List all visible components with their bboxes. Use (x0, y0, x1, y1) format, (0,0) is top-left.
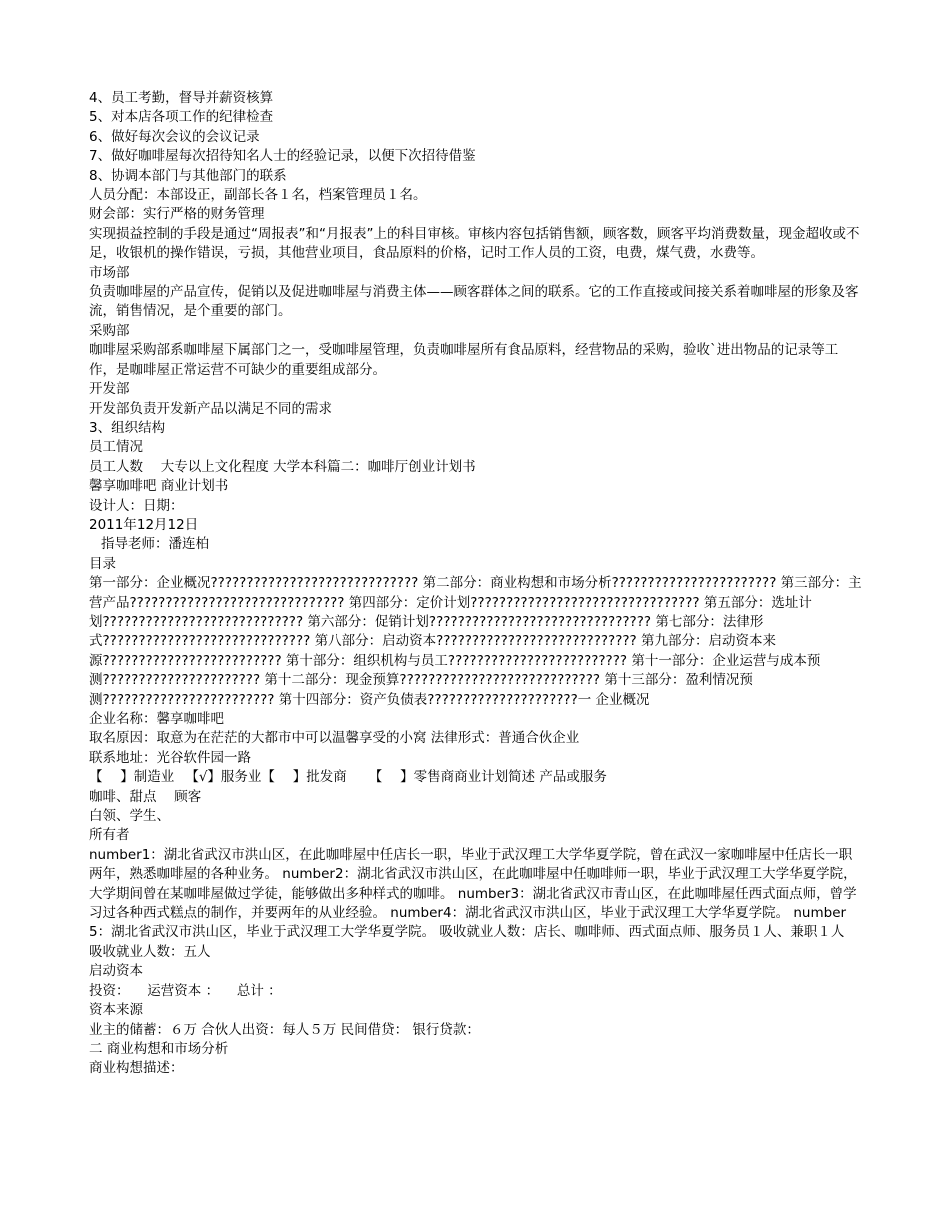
text-line: 联系地址：光谷软件园一路 (89, 749, 251, 766)
document-title: 馨享咖啡吧 商业计划书 (89, 478, 229, 495)
section-heading: 采购部 (89, 322, 130, 339)
text-line: 企业名称：馨享咖啡吧 (89, 711, 224, 727)
document-page (89, 89, 864, 1079)
text-line: 4、员工考勤，督导并薪资核算 (89, 90, 274, 106)
text-paragraph: 咖啡屋采购部系咖啡屋下属部门之一，受咖啡屋管理，负责咖啡屋所有食品原料，经营物品的采购，验收`进出物品的记录等工作，是咖啡屋正常运营不可缺少的重要组成部分。 (89, 342, 839, 378)
section-heading: 市场部 (89, 264, 130, 281)
text-line: 吸收就业人数：五人 (89, 943, 211, 960)
text-paragraph: 实现损益控制的手段是通过“周报表”和“月报表”上的科目审核。审核内容包括销售额，顾客数，顾客平均消费数量，现金超收或不足，收银机的操作错误，亏损，其他营业项目，食品原料的价格，记时工作人员的工资，电费，煤气费，水费等。 (89, 225, 860, 262)
section-heading: 3、组织结构 (89, 419, 166, 436)
text-line: 投资： 运营资本 ： 总计 ： (89, 982, 282, 999)
section-heading: 员工情况 (89, 439, 143, 456)
date-line: 2011年12月12日 (89, 516, 199, 533)
text-line: 业主的储蓄：６万 合伙人出资：每人５万 民间借贷： 银行贷款： (89, 1021, 480, 1038)
text-line: 设计人：日期： (89, 497, 184, 514)
section-heading: 启动资本 (89, 963, 143, 980)
text-line: 员工人数 大专以上文化程度 大学本科篇二：咖啡厅创业计划书 (89, 458, 476, 475)
business-type-line: 【 】制造业 【√】服务业【 】批发商 【 】零售商商业计划简述 产品或服务 (89, 769, 607, 786)
text-line: 咖啡、甜点 顾客 (89, 788, 202, 805)
table-of-contents: 第一部分：企业概况????????????????????????????? 第二部分：商业构想和市场分析??????????????????????? 第三部分：主营产品?????????????????????????????? 第四部分：定价计划???????????????????????????????? 第五部分：选址计划???????????????????????????? 第六部分：促销计划??????????????????????????????? 第七部分：法律形式????????????????????????????? 第八部分：启动资本???????????????????????????? 第九部分：启动资本来源????????????????????????? 第十部分：组织机构与员工????????????????????????? 第十一部分：企业运营与成本预测?????????????????????? 第十二部分：现金预算???????????????????????????? 第十三部分：盈利情况预测???????????????????????? 第十四部分：资产负债表?????????????????????一 企业概况 (89, 575, 862, 708)
section-heading: 所有者 (89, 827, 130, 844)
text-line: 白领、学生、 (89, 808, 170, 825)
toc-heading: 目录 (89, 555, 116, 572)
section-heading: 开发部 (89, 381, 130, 398)
owners-paragraph: number1：湖北省武汉市洪山区，在此咖啡屋中任店长一职，毕业于武汉理工大学华夏学院，曾在武汉一家咖啡屋中任店长一职两年，熟悉咖啡屋的各种业务。 number2：湖北省武汉市洪山区，在此咖啡屋中任咖啡师一职，毕业于武汉理工大学华夏学院，大学期间曾在某咖啡屋做过学徒，能够做出多种样式的咖啡。 number3：湖北省武汉市青山区，在此咖啡屋任西式面点师，曾学习过各种西式糕点的制作，并要两年的从业经验。 number4：湖北省武汉市洪山区，毕业于武汉理工大学华夏学院。 number5：湖北省武汉市洪山区，毕业于武汉理工大学华夏学院。 吸收就业人数：店长、咖啡师、西式面点师、服务员１人、兼职１人 (89, 846, 857, 941)
text-paragraph: 负责咖啡屋的产品宣传，促销以及促进咖啡屋与消费主体——顾客群体之间的联系。它的工作直接或间接关系着咖啡屋的形象及客流，销售情况，是个重要的部门。 (89, 284, 859, 320)
text-line: 5、对本店各项工作的纪律检查 (89, 109, 274, 126)
text-line: 商业构想描述： (89, 1060, 184, 1077)
text-line: 8、协调本部门与其他部门的联系 (89, 167, 287, 184)
text-line: 6、做好每次会议的会议记录 (89, 128, 260, 145)
section-heading: 资本来源 (89, 1002, 143, 1019)
section-heading: 二 商业构想和市场分析 (89, 1040, 229, 1057)
section-heading: 财会部：实行严格的财务管理 (89, 206, 265, 223)
text-line: 7、做好咖啡屋每次招待知名人士的经验记录，以便下次招待借鉴 (89, 148, 476, 165)
text-line: 人员分配：本部设正，副部长各１名，档案管理员１名。 (89, 187, 427, 204)
advisor-line: 指导老师：潘连柏 (101, 536, 209, 553)
text-line: 开发部负责开发新产品以满足不同的需求 (89, 400, 332, 417)
text-line: 取名原因：取意为在茫茫的大都市中可以温馨享受的小窝 法律形式：普通合伙企业 (89, 730, 580, 747)
